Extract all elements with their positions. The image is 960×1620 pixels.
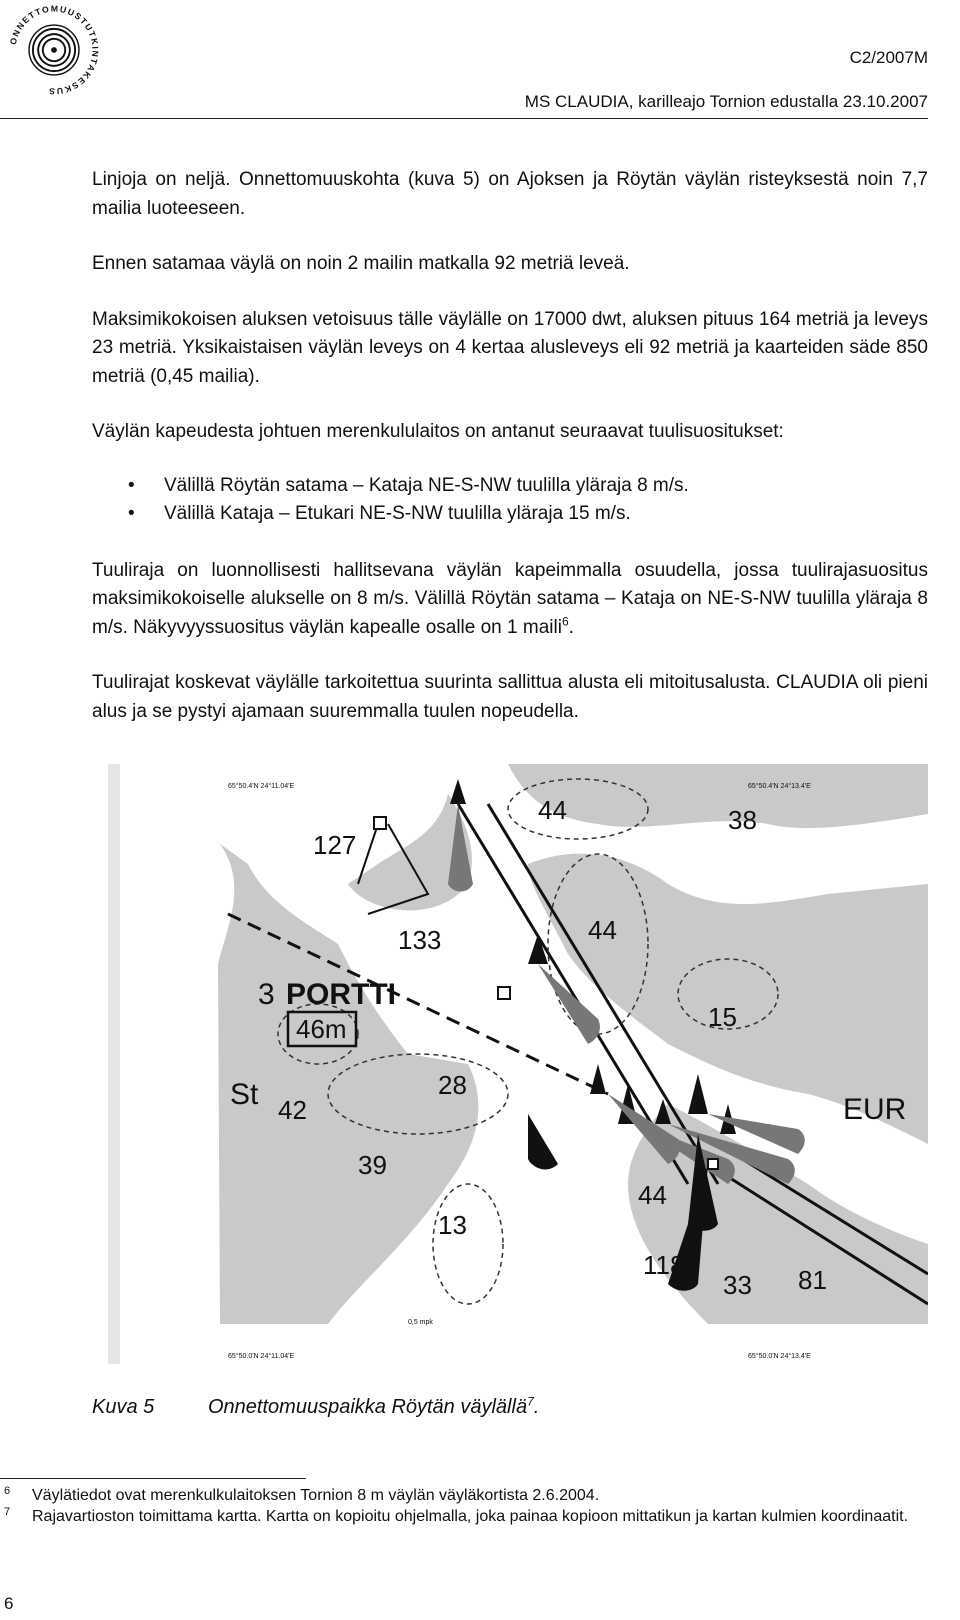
depth-label: 33 bbox=[723, 1270, 752, 1300]
logo-seal bbox=[6, 2, 102, 98]
body-text bbox=[92, 166, 928, 753]
depth-label: 133 bbox=[398, 925, 442, 955]
document-title: MS CLAUDIA, karilleajo Tornion edustalla 23.10.2007 bbox=[524, 92, 928, 111]
footnote-ref-6[interactable]: 6 bbox=[561, 614, 569, 629]
depth-label: 44 bbox=[538, 795, 567, 825]
depth-label: 13 bbox=[438, 1210, 467, 1240]
depth-label: 15 bbox=[708, 1002, 737, 1032]
depth-label: 38 bbox=[728, 805, 757, 835]
paragraph-6: Tuulirajat koskevat väylälle tarkoitettua suurinta sallittua alusta eli mitoitusalusta. CLAUDIA oli pieni alus ja se pystyi ajamaan suuremmalla tuulen nopeudella. bbox=[92, 672, 928, 722]
depth-label: 127 bbox=[313, 830, 357, 860]
svg-text:ONNETTOMUUSTUTKINTAKESKUS: ONNETTOMUUSTUTKINTAKESKUS bbox=[7, 3, 101, 97]
header-divider bbox=[0, 118, 928, 119]
coordinate-top-left: 65°50.4'N 24°11.04'E bbox=[228, 783, 295, 790]
paragraph-4: Väylän kapeudesta johtuen merenkululaitos on antanut seuraavat tuulisuositukset: bbox=[92, 421, 784, 442]
footnote-7: 7 Rajavartioston toimittama kartta. Kartta on kopioitu ohjelmalla, joka painaa kopioon mittatikun ja kartan kulmien koordinaatit. bbox=[4, 1506, 909, 1525]
depth-label: 118 bbox=[643, 1250, 685, 1280]
coordinate-bottom-left: 65°50.0'N 24°11.04'E bbox=[228, 1353, 295, 1360]
place-name-eur: EUR bbox=[843, 1093, 907, 1126]
depth-label: 81 bbox=[798, 1265, 827, 1295]
footnote-divider bbox=[0, 1478, 306, 1479]
figure-caption-text: Onnettomuuspaikka Röytän väylällä bbox=[208, 1396, 528, 1418]
depth-label: 3 bbox=[258, 978, 275, 1011]
paragraph-2: Ennen satamaa väylä on noin 2 mailin matkalla 92 metriä leveä. bbox=[92, 253, 630, 274]
footnote-6: 6 Väylätiedot ovat merenkulkulaitoksen Tornion 8 m väylän väyläkortista 2.6.2004. bbox=[4, 1485, 600, 1504]
paragraph-1: Linjoja on neljä. Onnettomuuskohta (kuva 5) on Ajoksen ja Röytän väylän risteyksestä noin 7,7 mailia luoteeseen. bbox=[92, 169, 928, 219]
nautical-chart-map bbox=[108, 764, 928, 1364]
page-number: 6 bbox=[4, 1594, 14, 1613]
list-item: • Välillä Kataja – Etukari NE-S-NW tuulilla yläraja 15 m/s. bbox=[92, 500, 928, 529]
figure-label: Kuva 5 bbox=[92, 1396, 155, 1418]
depth-label: 42 bbox=[278, 1095, 307, 1125]
figure-caption: Kuva 5 Onnettomuuspaikka Röytän väylällä$^7$. bbox=[92, 1394, 540, 1418]
coordinate-bottom-right: 65°50.0'N 24°13.4'E bbox=[748, 1353, 811, 1360]
scale-label: 0,5 mpk bbox=[408, 1319, 433, 1326]
place-name-portti: PORTTI bbox=[286, 978, 396, 1011]
footnotes bbox=[0, 1485, 936, 1527]
footnote-ref-7[interactable]: 7 bbox=[527, 1394, 534, 1409]
list-item: • Välillä Röytän satama – Kataja NE-S-NW tuulilla yläraja 8 m/s. bbox=[92, 472, 928, 501]
paragraph-5: Tuuliraja on luonnollisesti hallitsevana väylän kapeimmalla osuudella, jossa tuulirajasuositus maksimikokoiselle alukselle on 8 m/s. Välillä Röytän satama – Kataja on NE-S-NW tuulilla yläraja 8 m/s. Näkyvyyssuositus väylän kapealle osalle on 1 maili$^6$. bbox=[92, 559, 928, 638]
depth-label: 44 bbox=[588, 915, 617, 945]
depth-label: 28 bbox=[438, 1070, 467, 1100]
depth-box-46m: 46m bbox=[296, 1014, 347, 1044]
coordinate-top-right: 65°50.4'N 24°13.4'E bbox=[748, 783, 811, 790]
depth-label: 39 bbox=[358, 1150, 387, 1180]
paragraph-3: Maksimikokoisen aluksen vetoisuus tälle väylälle on 17000 dwt, aluksen pituus 164 metriä ja leveys 23 metriä. Yksikaistaisen väylän leveys on 4 kertaa alusleveys eli 92 metriä ja kaarteiden säde 850 metriä (0,45 mailia). bbox=[92, 308, 928, 387]
wind-recommendation-list bbox=[92, 472, 928, 529]
document-code: C2/2007M bbox=[849, 48, 928, 67]
depth-label: 44 bbox=[638, 1180, 667, 1210]
place-name-st: St bbox=[230, 1078, 259, 1111]
